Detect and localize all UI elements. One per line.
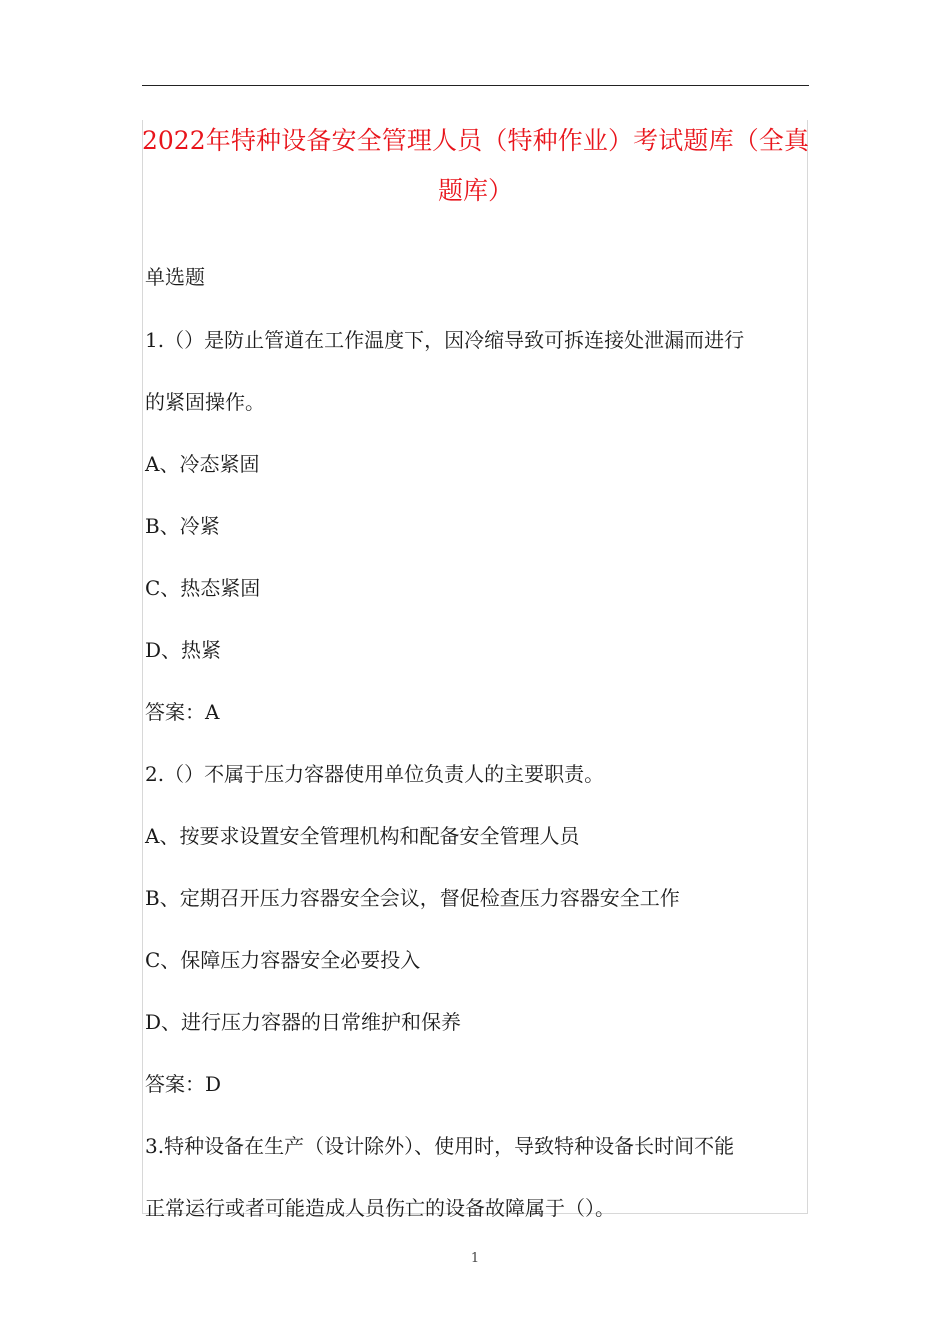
section-heading: 单选题 <box>145 265 205 289</box>
question-2-option-b: B、定期召开压力容器安全会议，督促检查压力容器安全工作 <box>145 886 680 910</box>
question-2-option-a: A、按要求设置安全管理机构和配备安全管理人员 <box>145 824 580 848</box>
question-3-stem-line-1: 3.特种设备在生产（设计除外）、使用时，导致特种设备长时间不能 <box>145 1134 735 1158</box>
question-1-stem-line-2: 的紧固操作。 <box>145 390 265 414</box>
page-number: 1 <box>470 1251 480 1266</box>
question-list <box>145 309 807 1239</box>
header-rule <box>142 85 809 86</box>
question-2-option-c: C、保障压力容器安全必要投入 <box>145 948 421 972</box>
question-2-stem-line-1: 2.（）不属于压力容器使用单位负责人的主要职责。 <box>145 762 605 786</box>
question-2-answer: 答案：D <box>145 1072 222 1096</box>
document-title: 2022年特种设备安全管理人员（特种作业）考试题库（全真题库） <box>142 126 809 205</box>
question-1-stem-line-1: 1.（）是防止管道在工作温度下，因冷缩导致可拆连接处泄漏而进行 <box>145 328 745 352</box>
question-1-option-b: B、冷紧 <box>145 514 220 538</box>
question-3-stem-line-2: 正常运行或者可能造成人员伤亡的设备故障属于（）。 <box>145 1196 615 1220</box>
question-1-answer: 答案：A <box>145 700 220 724</box>
question-1-option-c: C、热态紧固 <box>145 576 261 600</box>
question-1-option-a: A、冷态紧固 <box>145 452 260 476</box>
question-1-option-d: D、热紧 <box>145 638 222 662</box>
question-2-option-d: D、进行压力容器的日常维护和保养 <box>145 1010 462 1034</box>
